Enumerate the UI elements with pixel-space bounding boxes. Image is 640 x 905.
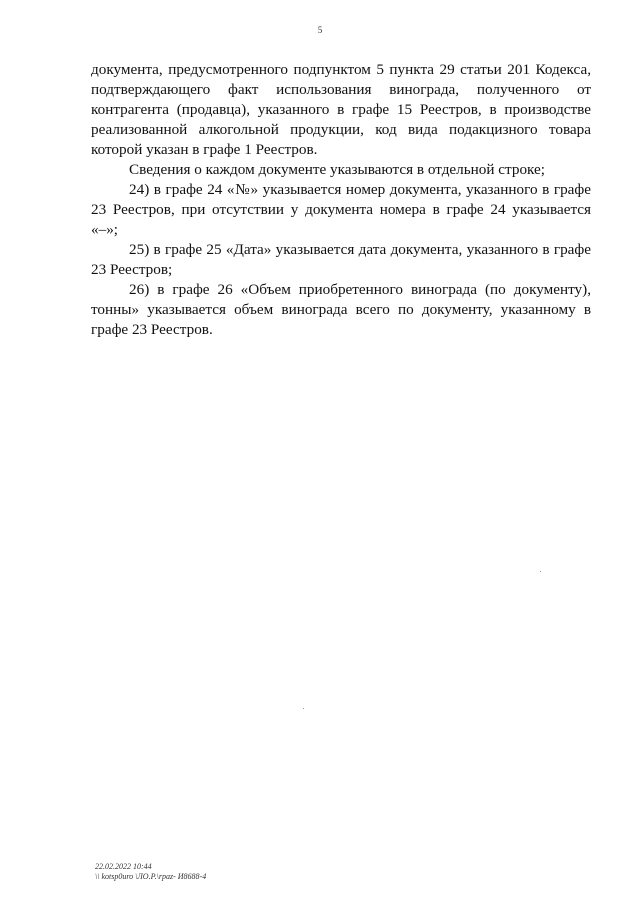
paragraph-item-25: 25) в графе 25 «Дата» указывается дата документа, указанного в графе 23 Реестров; [91, 241, 591, 278]
footer-file-path: \\ kotsp0uro \ЛО.Р.\rpaz- И8688-4 [95, 872, 207, 881]
paragraph-item-26: 26) в графе 26 «Объем приобретенного винограда (по документу), тонны» указывается объем винограда всего по документу, указанному в графе 23 Реестров. [91, 281, 591, 338]
footer-stamp [95, 862, 206, 882]
paragraph-item-24: 24) в графе 24 «№» указывается номер документа, указанного в графе 23 Реестров, при отсутствии у документа номера в графе 24 указывается «–»; [91, 181, 591, 238]
scan-speck [303, 708, 304, 709]
page-number: 5 [317, 25, 323, 35]
body-text [91, 60, 591, 340]
footer-datetime: 22.02.2022 10:44 [95, 862, 152, 871]
paragraph-continuation: документа, предусмотренного подпунктом 5 пункта 29 статьи 201 Кодекса, подтверждающего факт использования винограда, полученного от контрагента (продавца), указанного в графе 15 Реестров, в производстве реализованной алкогольной продукции, код вида подакцизного товара которой указан в графе 1 Реестров. [91, 61, 591, 158]
scan-speck [540, 571, 541, 572]
paragraph-note: Сведения о каждом документе указываются в отдельной строке; [129, 161, 546, 178]
